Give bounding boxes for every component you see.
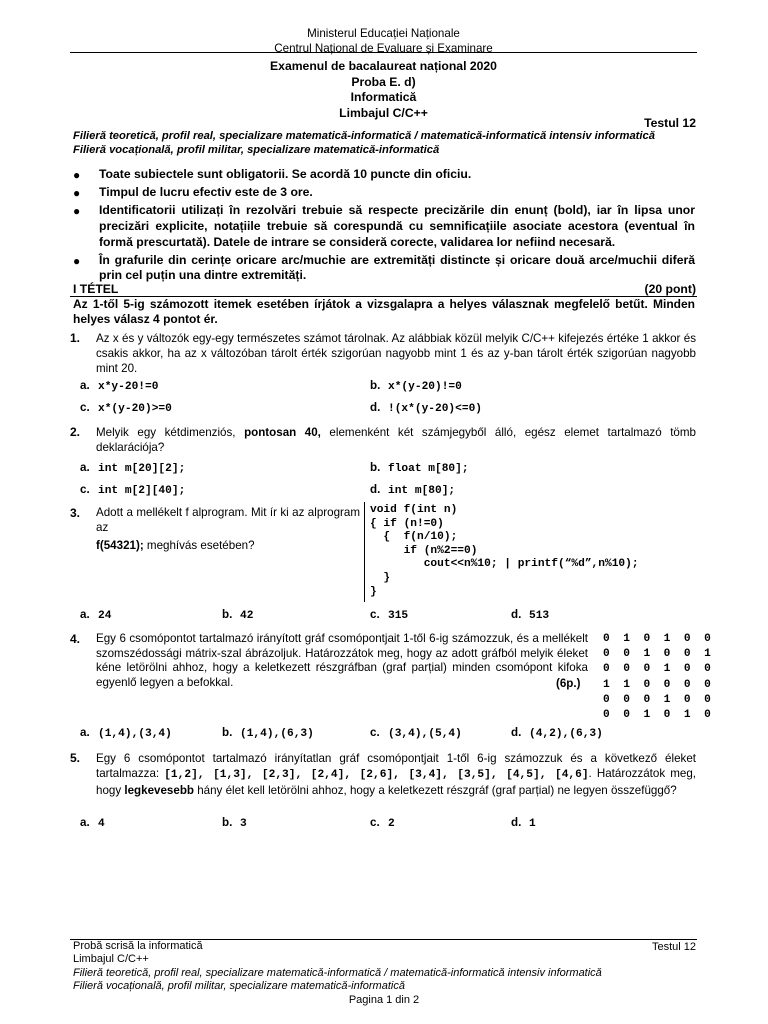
q1-option-a: a. x*y-20!=0 (80, 379, 159, 393)
exam-title (70, 59, 697, 121)
q4-text: Egy 6 csomópontot tartalmazó irányított gráf csomópontjait 1-től 6-ig számozzuk, és a mellékelt szomszédossági mátrix-szal ábrázoljuk. Határozzátok meg, hogy az adott gráfból melyik éleket kéne letörölni ahhoz, hogy a keletkezett részgráfban (graf parțial) minden csomópont kifoka egyenlő legyen a befokkal. (96, 632, 588, 689)
q4-option-d: d. (4,2),(6,3) (511, 726, 603, 740)
ministry-name: Ministerul Educației Naționale (307, 27, 460, 40)
q3-option-b: b. 42 (222, 608, 254, 622)
header-divider (70, 52, 697, 53)
test-number: Testul 12 (644, 116, 696, 130)
title-line-2: Proba E. d) (351, 74, 416, 89)
footer (73, 940, 695, 1007)
bullet-icon: ● (73, 253, 81, 268)
q1-number: 1. (70, 331, 81, 345)
q1-option-b: b. x*(y-20)!=0 (370, 379, 462, 393)
q1-option-d: d. !(x*(y-20)<=0) (370, 401, 482, 415)
bullet-icon: ● (73, 204, 81, 218)
q2-number: 2. (70, 425, 81, 439)
code-line: { f(n/10); (370, 531, 458, 544)
q1-text: Az x és y változók egy-egy természetes számot tárolnak. Az alábbiak közül melyik C/C++ kifejezés értéke 1 akkor és csakis akkor, ha az x változóban tárolt érték szigorúan nagyobb mint 1 és az y-ban tárolt érték szigorúan nagyobb mint 20. (96, 332, 696, 376)
q5-option-c: c. 2 (370, 816, 395, 830)
q3-text: Adott a mellékelt f alprogram. Mit ír ki az alprogram az (96, 506, 360, 534)
q5-option-b: b. 3 (222, 816, 247, 830)
q2-option-c: c. int m[2][40]; (80, 483, 186, 497)
section-intro: Az 1-től 5-ig számozott itemek esetében írjátok a vizsgalapra a helyes válasznak megfelelő betűt. Minden helyes válasz 4 pontot ér. (73, 297, 695, 326)
section-points: (20 pont) (644, 282, 696, 296)
q1-option-c: c. x*(y-20)>=0 (80, 401, 172, 415)
footer-line-2: Limbajul C/C++ (73, 953, 149, 966)
q3-option-a: a. 24 (80, 608, 112, 622)
code-line: } (370, 571, 391, 584)
instruction-item: ● Toate subiectele sunt obligatorii. Se acordă 10 puncte din oficiu. (73, 167, 472, 182)
matrix-row: 1 1 0 0 0 0 (603, 678, 715, 691)
q4-option-c: c. (3,4),(5,4) (370, 726, 462, 740)
q3-option-d: d. 513 (511, 608, 550, 622)
q4-number: 4. (70, 632, 81, 646)
q3-call: f(54321); meghívás esetében? (96, 539, 255, 552)
center-name: Centrul Național de Evaluare și Examinare (274, 42, 493, 56)
q5-option-d: d. 1 (511, 816, 536, 830)
code-line: if (n%2==0) (370, 544, 478, 557)
matrix-row: 0 0 0 1 0 0 (603, 663, 715, 676)
q4-points: (6p.) (556, 677, 581, 690)
adjacency-matrix (603, 632, 714, 723)
matrix-row: 0 1 0 1 0 0 (603, 633, 715, 645)
code-line: cout<<n%10; | printf(“%d”,n%10); (370, 558, 639, 571)
q5-text: Egy 6 csomópontot tartalmazó irányítatlan gráf csomópontjait 1-től 6-ig számozzuk és a következő éleket tartalmazza: [1,2], [1,3], [2,3], [2,4], [2,6], [3,4], [3,5], [4,5], [4,6]. Határozzátok meg, hogy legkevesebb hány élet kell letörölni ahhoz, hogy a keletkezett részgráf (graf parțial) ne legyen összefüggő? (96, 752, 696, 798)
q2-option-b: b. float m[80]; (370, 461, 469, 475)
footer-line-1: Probă scrisă la informatică (73, 940, 203, 952)
code-line: void f(int n) (370, 504, 458, 516)
matrix-row: 0 0 0 1 0 0 (603, 693, 715, 706)
q5-number: 5. (70, 751, 81, 765)
q2-option-a: a. int m[20][2]; (80, 461, 186, 475)
profile-line-2: Filieră vocațională, profil militar, specializare matematică-informatică (73, 143, 440, 156)
q2-option-d: d. int m[80]; (370, 483, 456, 497)
instruction-item: ● Identificatorii utilizați în rezolvări trebuie să respecte precizările din enunț (bold), iar în lipsa unor precizări explicite, notațiile trebuie să corespundă cu semnificațiile asociate acestora (eventual în formă prescurtată). Datele de intrare se consideră corecte, validarea lor nefiind necesară. (73, 203, 695, 249)
q2-text: Melyik egy kétdimenziós, pontosan 40, elemenként két számjegyből álló, egész elemet tartalmazó tömb deklarációja? (96, 426, 696, 455)
profile-line-1: Filieră teoretică, profil real, specializare matematică-informatică / matematică-informatică intensiv informatică (73, 130, 655, 142)
q4-option-b: b. (1,4),(6,3) (222, 726, 314, 740)
instruction-item: ● În grafurile din cerințe oricare arc/muchie are extremități distincte și oricare două arce/muchii diferă prin cel puțin una dintre extremități. (73, 252, 695, 283)
page-number: Pagina 1 din 2 (348, 993, 420, 1006)
code-line: { if (n!=0) (370, 517, 444, 530)
q3-number: 3. (70, 506, 81, 520)
matrix-row: 0 0 1 0 1 0 (603, 709, 715, 722)
bullet-icon: ● (73, 186, 81, 200)
code-divider (364, 502, 365, 602)
code-line: } (370, 585, 377, 598)
title-line-4: Limbajul C/C++ (339, 105, 428, 120)
q3-code-block (370, 504, 639, 599)
q3-option-c: c. 315 (370, 608, 409, 622)
matrix-row: 0 0 1 0 0 1 (603, 648, 715, 661)
instruction-item: ● Timpul de lucru efectiv este de 3 ore. (73, 185, 313, 200)
profile-block (73, 130, 703, 158)
q4-option-a: a. (1,4),(3,4) (80, 726, 172, 740)
section-title: I TÉTEL (73, 282, 119, 296)
title-line-3: Informatică (350, 90, 417, 105)
bullet-icon: ● (73, 168, 81, 182)
title-line-1: Examenul de bacalaureat național 2020 (270, 59, 497, 73)
instructions-list (73, 167, 695, 286)
footer-line-3: Filieră teoretică, profil real, specializare matematică-informatică / matematică-informatică intensiv informatică (73, 966, 602, 979)
footer-line-4: Filieră vocațională, profil militar, specializare matematică-informatică (73, 980, 405, 993)
q5-option-a: a. 4 (80, 816, 105, 830)
footer-test-number: Testul 12 (651, 941, 696, 953)
